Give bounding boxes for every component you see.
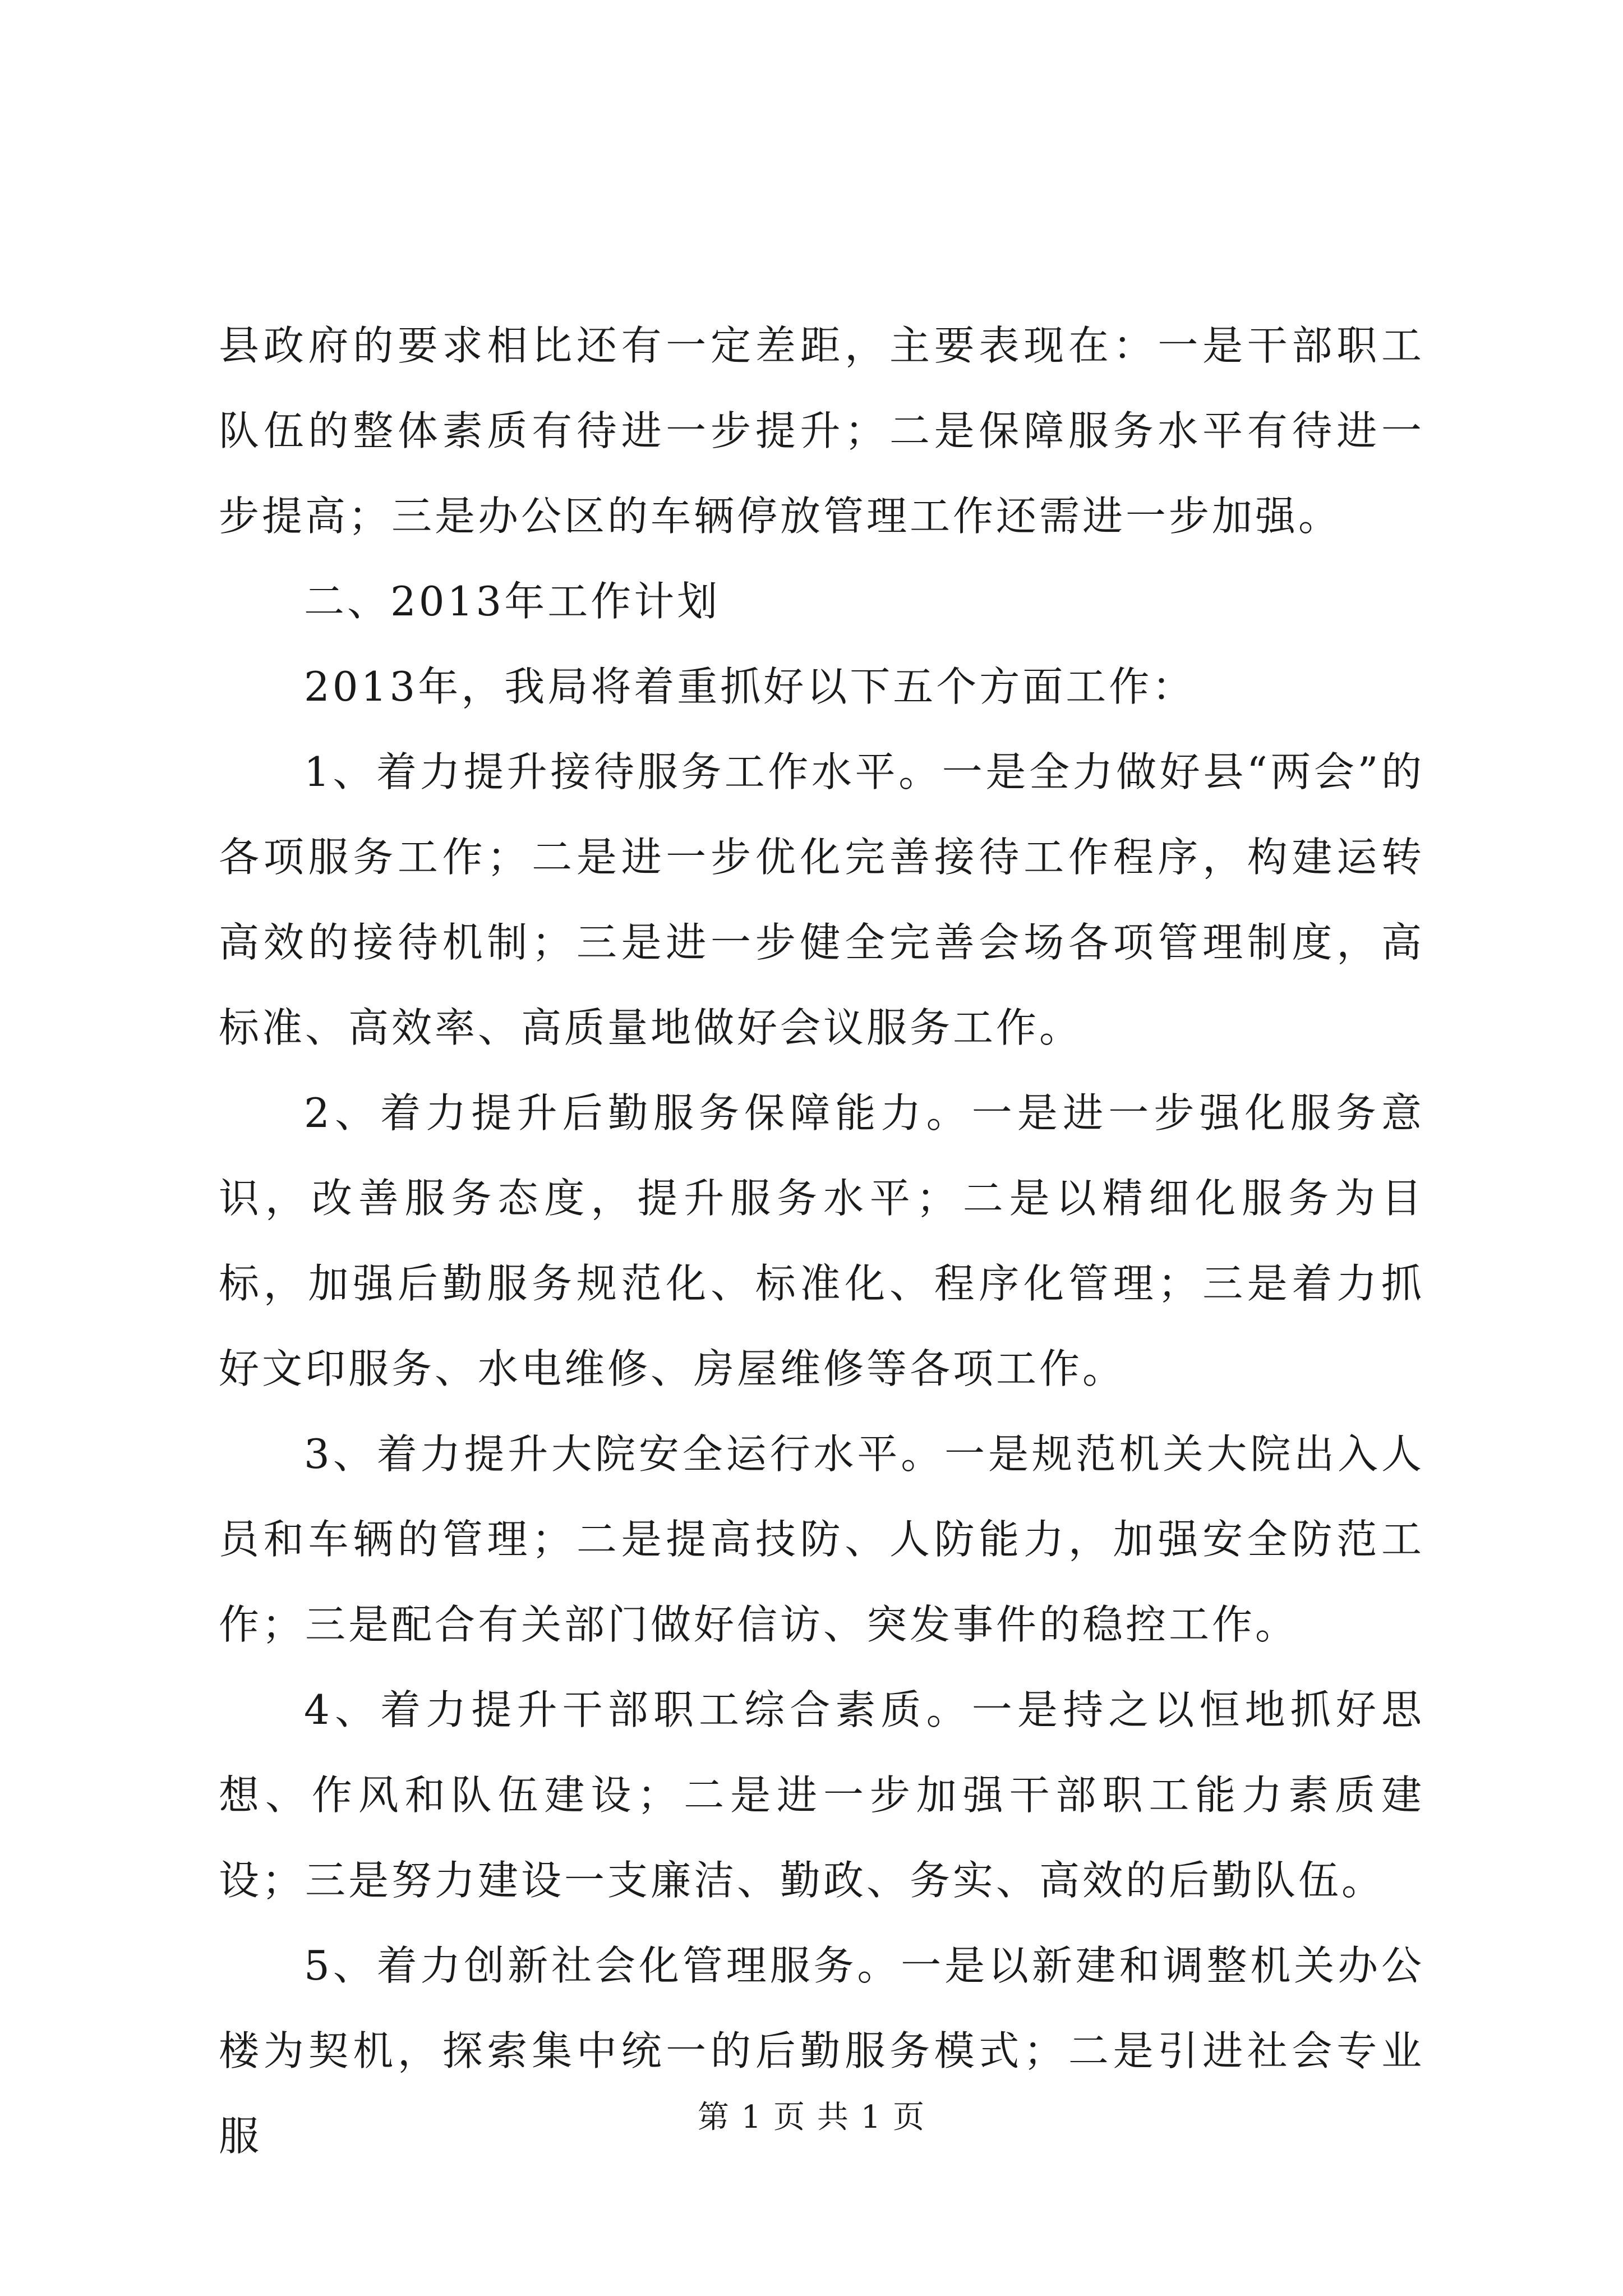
paragraph-intro-continuation: 县政府的要求相比还有一定差距，主要表现在：一是干部职工队伍的整体素质有待进一步提升；二是保障服务水平有待进一步提高；三是办公区的车辆停放管理工作还需进一步加强。 xyxy=(219,322,1424,540)
page-footer xyxy=(0,2098,1623,2137)
page-number-label: 第 1 页 共 1 页 xyxy=(697,2099,926,2136)
paragraph-item-2: 2、着力提升后勤服务保障能力。一是进一步强化服务意识，改善服务态度，提升服务水平；二是以精细化服务为目标，加强后勤服务规范化、标准化、程序化管理；三是着力抓好文印服务、水电维修、房屋维修等各项工作。 xyxy=(219,1089,1424,1392)
paragraph-item-4: 4、着力提升干部职工综合素质。一是持之以恒地抓好思想、作风和队伍建设；二是进一步加强干部职工能力素质建设；三是努力建设一支廉洁、勤政、务实、高效的后勤队伍。 xyxy=(219,1686,1424,1904)
paragraph-item-3: 3、着力提升大院安全运行水平。一是规范机关大院出入人员和车辆的管理；二是提高技防、人防能力，加强安全防范工作；三是配合有关部门做好信访、突发事件的稳控工作。 xyxy=(219,1430,1424,1648)
section-heading-2013-plan: 二、2013年工作计划 xyxy=(304,578,721,625)
document-body xyxy=(219,303,1424,2179)
paragraph-item-5: 5、着力创新社会化管理服务。一是以新建和调整机关办公楼为契机，探索集中统一的后勤服务模式；二是引进社会专业服 xyxy=(219,1942,1424,2160)
paragraph-plan-overview: 2013年，我局将着重抓好以下五个方面工作： xyxy=(304,663,1196,710)
paragraph-item-1: 1、着力提升接待服务工作水平。一是全力做好县“两会”的各项服务工作；二是进一步优化完善接待工作程序，构建运转高效的接待机制；三是进一步健全完善会场各项管理制度，高标准、高效率、高质量地做好会议服务工作。 xyxy=(219,748,1424,1051)
